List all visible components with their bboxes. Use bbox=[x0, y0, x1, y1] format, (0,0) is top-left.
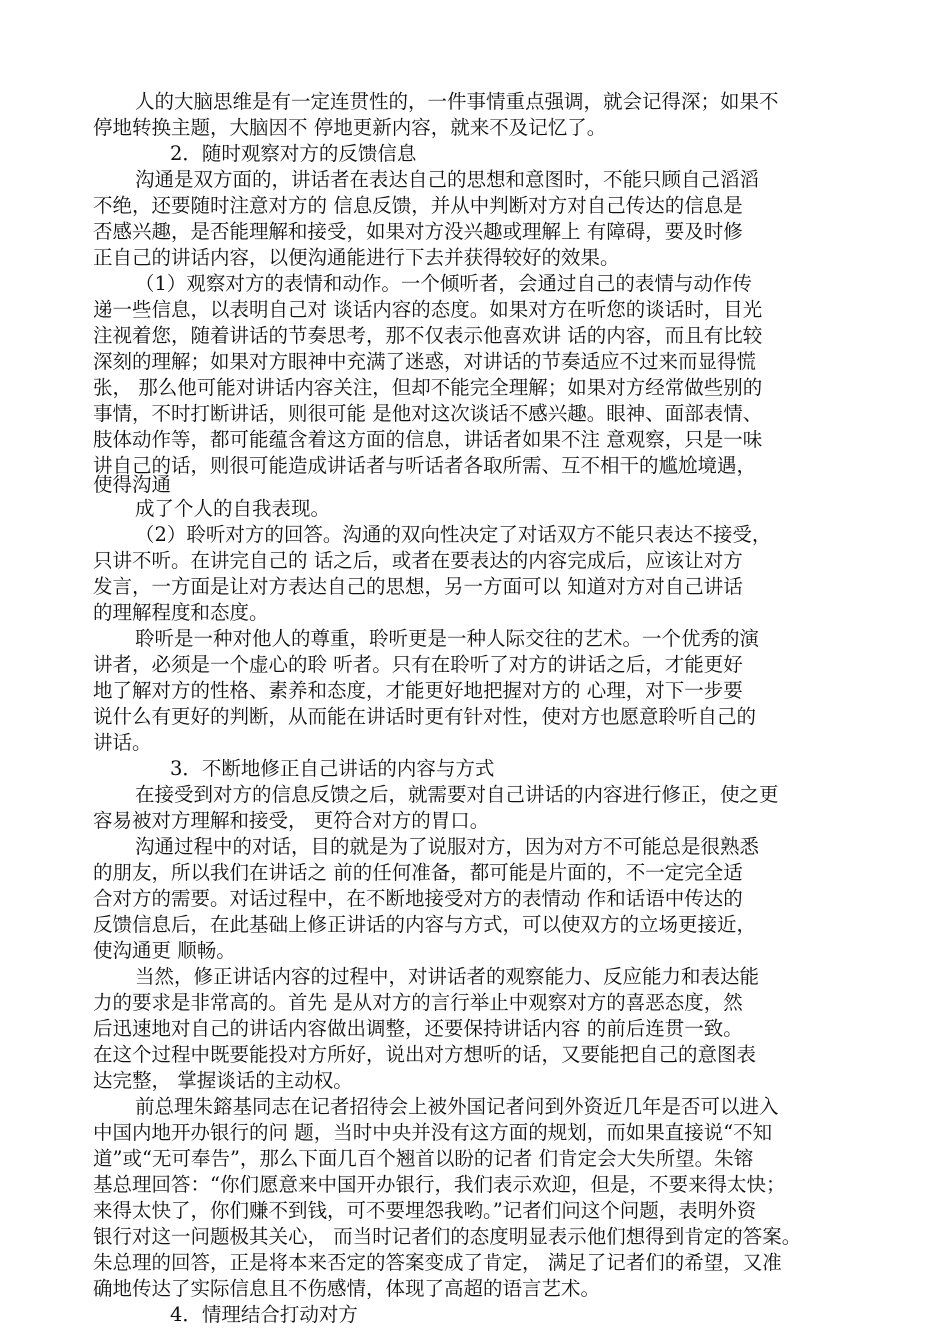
text-line: 沟通是双方面的，讲话者在表达自己的思想和意图时，不能只顾自己滔滔 bbox=[135, 168, 760, 191]
text-line: 聆听是一种对他人的尊重，聆听更是一种人际交往的艺术。一个优秀的演 bbox=[135, 627, 760, 650]
text-line: 发言，一方面是让对方表达自己的思想，另一方面可以 知道对方对自己讲话 bbox=[93, 575, 743, 598]
section-heading: 4．情理结合打动对方 bbox=[170, 1303, 358, 1326]
section-heading: 2．随时观察对方的反馈信息 bbox=[170, 142, 417, 165]
text-line: 确地传达了实际信息且不伤感情，体现了高超的语言艺术。 bbox=[93, 1277, 601, 1300]
text-line: 不绝，还要随时注意对方的 信息反馈，并从中判断对方对自己传达的信息是 bbox=[93, 194, 743, 217]
text-line: 地了解对方的性格、素养和态度，才能更好地把握对方的 心理，对下一步要 bbox=[93, 679, 743, 702]
text-line: 道”或“无可奉告”，那么下面几百个翘首以盼的记者 们肯定会大失所望。朱镕 bbox=[93, 1147, 754, 1170]
text-line: （2）聆听对方的回答。沟通的双向性决定了对话双方不能只表达不接受， bbox=[135, 523, 772, 546]
text-line: 成了个人的自我表现。 bbox=[135, 497, 331, 520]
text-line: 朱总理的回答，正是将本来否定的答案变成了肯定， 满足了记者们的希望，又准 bbox=[93, 1251, 782, 1274]
text-line: 银行对这一问题极其关心， 而当时记者们的态度明显表示他们想得到肯定的答案。 bbox=[93, 1225, 802, 1248]
text-line: 容易被对方理解和接受， 更符合对方的胃口。 bbox=[93, 809, 490, 832]
text-line: 中国内地开办银行的问 题，当时中央并没有这方面的规划，而如果直接说“不知 bbox=[93, 1121, 773, 1144]
text-line: 后迅速地对自己的讲话内容做出调整，还要保持讲话内容 的前后连贯一致。 bbox=[93, 1017, 743, 1040]
text-line: 说什么有更好的判断，从而能在讲话时更有针对性，使对方也愿意聆听自己的 bbox=[93, 705, 757, 728]
text-line: 只讲不听。在讲完自己的 话之后，或者在要表达的内容完成后，应该让对方 bbox=[93, 549, 743, 572]
text-line: 使得沟通 bbox=[93, 473, 172, 496]
text-line: 张， 那么他可能对讲话内容关注，但却不能完全理解；如果对方经常做些别的 bbox=[93, 376, 763, 399]
text-line: 正自己的讲话内容，以便沟通能进行下去并获得较好的效果。 bbox=[93, 246, 620, 269]
text-line: 讲自己的话，则很可能造成讲话者与听话者各取所需、互不相干的尴尬境遇， bbox=[93, 454, 757, 477]
text-line: 深刻的理解；如果对方眼神中充满了迷惑，对讲话的节奏适应不过来而显得慌 bbox=[93, 350, 757, 373]
text-line: 在接受到对方的信息反馈之后，就需要对自己讲话的内容进行修正，使之更 bbox=[135, 783, 779, 806]
text-line: 来得太快了，你们赚不到钱，可不要埋怨我哟。”记者们问这个问题，表明外资 bbox=[93, 1199, 757, 1222]
text-line: 达完整， 掌握谈话的主动权。 bbox=[93, 1069, 353, 1092]
text-line: 递一些信息，以表明自己对 谈话内容的态度。如果对方在听您的谈话时，目光 bbox=[93, 298, 763, 321]
text-line: 力的要求是非常高的。首先 是从对方的言行举止中观察对方的喜恶态度，然 bbox=[93, 991, 743, 1014]
text-line: 的朋友，所以我们在讲话之 前的任何准备，都可能是片面的，不一定完全适 bbox=[93, 861, 743, 884]
text-line: 否感兴趣，是否能理解和接受，如果对方没兴趣或理解上 有障碍，要及时修 bbox=[93, 220, 743, 243]
text-line: 沟通过程中的对话，目的就是为了说服对方，因为对方不可能总是很熟悉 bbox=[135, 835, 760, 858]
text-line: 合对方的需要。对话过程中，在不断地接受对方的表情动 作和话语中传达的 bbox=[93, 887, 743, 910]
text-line: 反馈信息后，在此基础上修正讲话的内容与方式，可以使双方的立场更接近， bbox=[93, 913, 757, 936]
text-line: 肢体动作等，都可能蕴含着这方面的信息，讲话者如果不注 意观察，只是一味 bbox=[93, 428, 763, 451]
text-line: 事情，不时打断讲话，则很可能 是他对这次谈话不感兴趣。眼神、面部表情、 bbox=[93, 402, 763, 425]
text-line: 注视着您，随着讲话的节奏思考，那不仅表示他喜欢讲 话的内容，而且有比较 bbox=[93, 324, 763, 347]
text-line: 人的大脑思维是有一定连贯性的，一件事情重点强调，就会记得深；如果不 bbox=[135, 90, 779, 113]
text-line: 讲话。 bbox=[93, 731, 152, 754]
text-line: 前总理朱鎔基同志在记者招待会上被外国记者问到外资近几年是否可以进入 bbox=[135, 1095, 779, 1118]
text-line: 在这个过程中既要能投对方所好，说出对方想听的话，又要能把自己的意图表 bbox=[93, 1043, 757, 1066]
section-heading: 3．不断地修正自己讲话的内容与方式 bbox=[170, 757, 495, 780]
text-line: 讲者，必须是一个虚心的聆 听者。只有在聆听了对方的讲话之后，才能更好 bbox=[93, 653, 743, 676]
text-line: 停地转换主题，大脑因不 停地更新内容，就来不及记忆了。 bbox=[93, 116, 607, 139]
text-line: 基总理回答：“你们愿意来中国开办银行，我们表示欢迎，但是，不要来得太快； bbox=[93, 1173, 786, 1196]
text-line: 的理解程度和态度。 bbox=[93, 601, 269, 624]
text-line: 使沟通更 顺畅。 bbox=[93, 939, 236, 962]
text-line: 当然，修正讲话内容的过程中，对讲话者的观察能力、反应能力和表达能 bbox=[135, 965, 760, 988]
text-line: （1）观察对方的表情和动作。一个倾听者，会通过自己的表情与动作传 bbox=[135, 272, 752, 295]
